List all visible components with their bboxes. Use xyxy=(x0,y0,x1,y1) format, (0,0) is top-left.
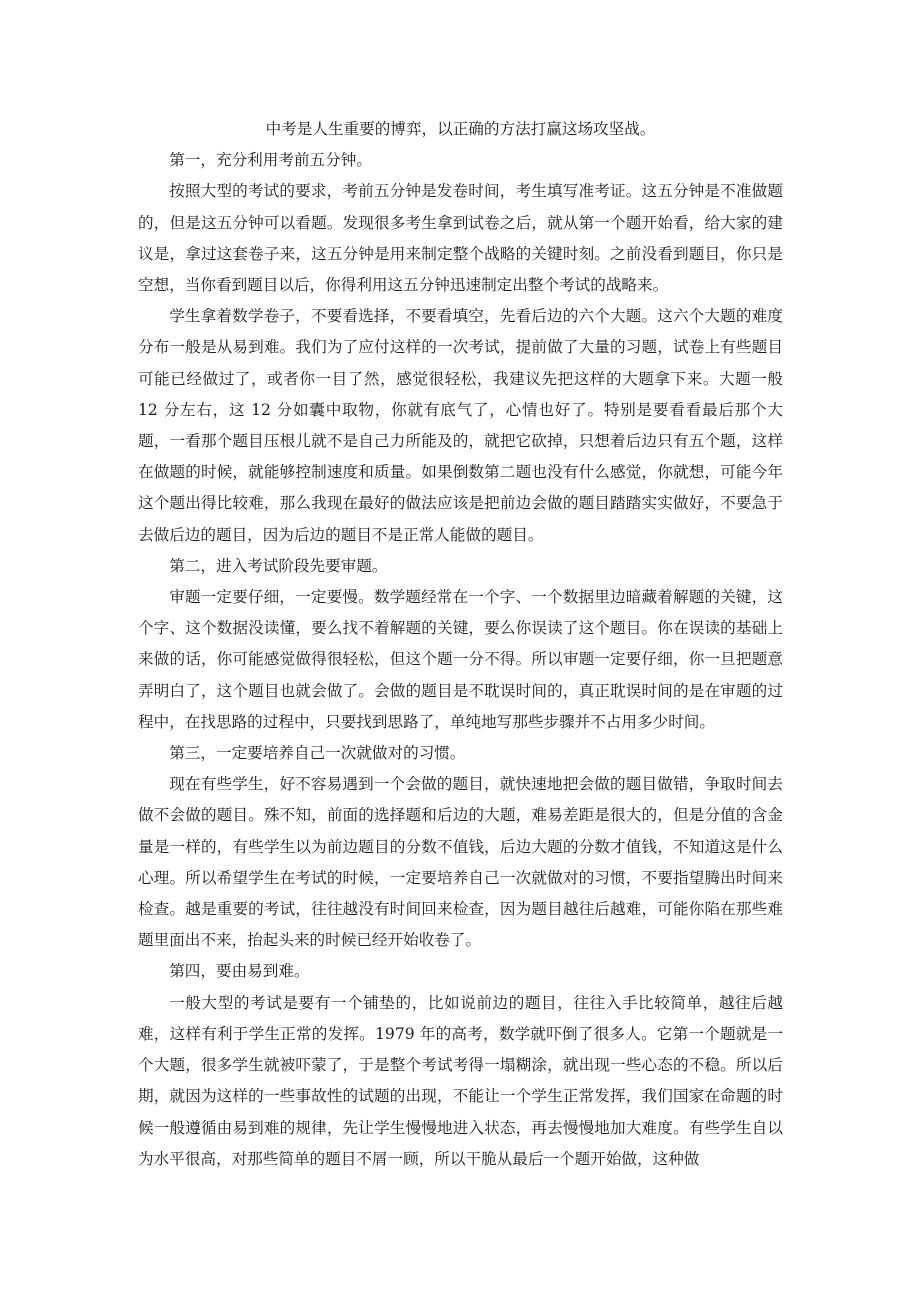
section-heading-4: 第四，要由易到难。 xyxy=(169,962,310,981)
paragraph: 现在有些学生，好不容易遇到一个会做的题目，就快速地把会做的题目做错，争取时间去做不会做的题目。殊不知，前面的选择题和后边的大题，难易差距是很大的，但是分值的含金量是一样的，有些学生以为前边题目的分数不值钱，后边大题的分数才值钱，不知道这是什么心理。所以希望学生在考试的时候，一定要培养自己一次就做对的习惯，不要指望腾出时间来检查。越是重要的考试，往往越没有时间回来检查，因为题目越往后越难，可能你陷在那些难题里面出不来，抬起头来的时候已经开始收卷了。 xyxy=(138,775,783,950)
paragraph: 一般大型的考试是要有一个铺垫的，比如说前边的题目，往往入手比较简单，越往后越难，这样有利于学生正常的发挥。1979 年的高考，数学就吓倒了很多人。它第一个题就是一个大题，很多学生就被吓蒙了，于是整个考试考得一塌糊涂，就出现一些心态的不稳。所以后期，就因为这样的一些事故性的试题的出现，不能让一个学生正常发挥，我们国家在命题的时候一般遵循由易到难的规律，先让学生慢慢地进入状态，再去慢慢地加大难度。有些学生自以为水平很高，对那些简单的题目不屑一顾，所以干脆从最后一个题开始做，这种做 xyxy=(138,993,783,1168)
section-heading-3: 第三，一定要培养自己一次就做对的习惯。 xyxy=(169,744,466,763)
document-title: 中考是人生重要的博弈，以正确的方法打赢这场攻坚战。 xyxy=(265,120,656,138)
document-page xyxy=(138,114,783,1175)
paragraph: 审题一定要仔细，一定要慢。数学题经常在一个字、一个数据里边暗藏着解题的关键，这个字、这个数据没读懂，要么找不着解题的关键，要么你误读了这个题目。你在误读的基础上来做的话，你可能感觉做得很轻松，但这个题一分不得。所以审题一定要仔细，你一旦把题意弄明白了，这个题目也就会做了。会做的题目是不耽误时间的，真正耽误时间的是在审题的过程中，在找思路的过程中，只要找到思路了，单纯地写那些步骤并不占用多少时间。 xyxy=(138,588,783,731)
paragraph: 学生拿着数学卷子，不要看选择，不要看填空，先看后边的六个大题。这六个大题的难度分布一般是从易到难。我们为了应付这样的一次考试，提前做了大量的习题，试卷上有些题目可能已经做过了，或者你一目了然，感觉很轻松，我建议先把这样的大题拿下来。大题一般 12 分左右，这 12 分如囊中取物，你就有底气了，心情也好了。特别是要看看最后那个大题，一看那个题目压根儿就不是自己力所能及的，就把它砍掉，只想着后边只有五个题，这样在做题的时候，就能够控制速度和质量。如果倒数第二题也没有什么感觉，你就想，可能今年这个题出得比较难，那么我现在最好的做法应该是把前边会做的题目踏踏实实做好，不要急于去做后边的题目，因为后边的题目不是正常人能做的题目。 xyxy=(138,307,783,544)
section-heading-1: 第一，充分利用考前五分钟。 xyxy=(169,151,372,170)
paragraph: 按照大型的考试的要求，考前五分钟是发卷时间，考生填写准考证。这五分钟是不准做题的，但是这五分钟可以看题。发现很多考生拿到试卷之后，就从第一个题开始看，给大家的建议是，拿过这套卷子来，这五分钟是用来制定整个战略的关键时刻。之前没看到题目，你只是空想，当你看到题目以后，你得利用这五分钟迅速制定出整个考试的战略来。 xyxy=(138,182,783,295)
section-heading-2: 第二，进入考试阶段先要审题。 xyxy=(169,556,388,575)
